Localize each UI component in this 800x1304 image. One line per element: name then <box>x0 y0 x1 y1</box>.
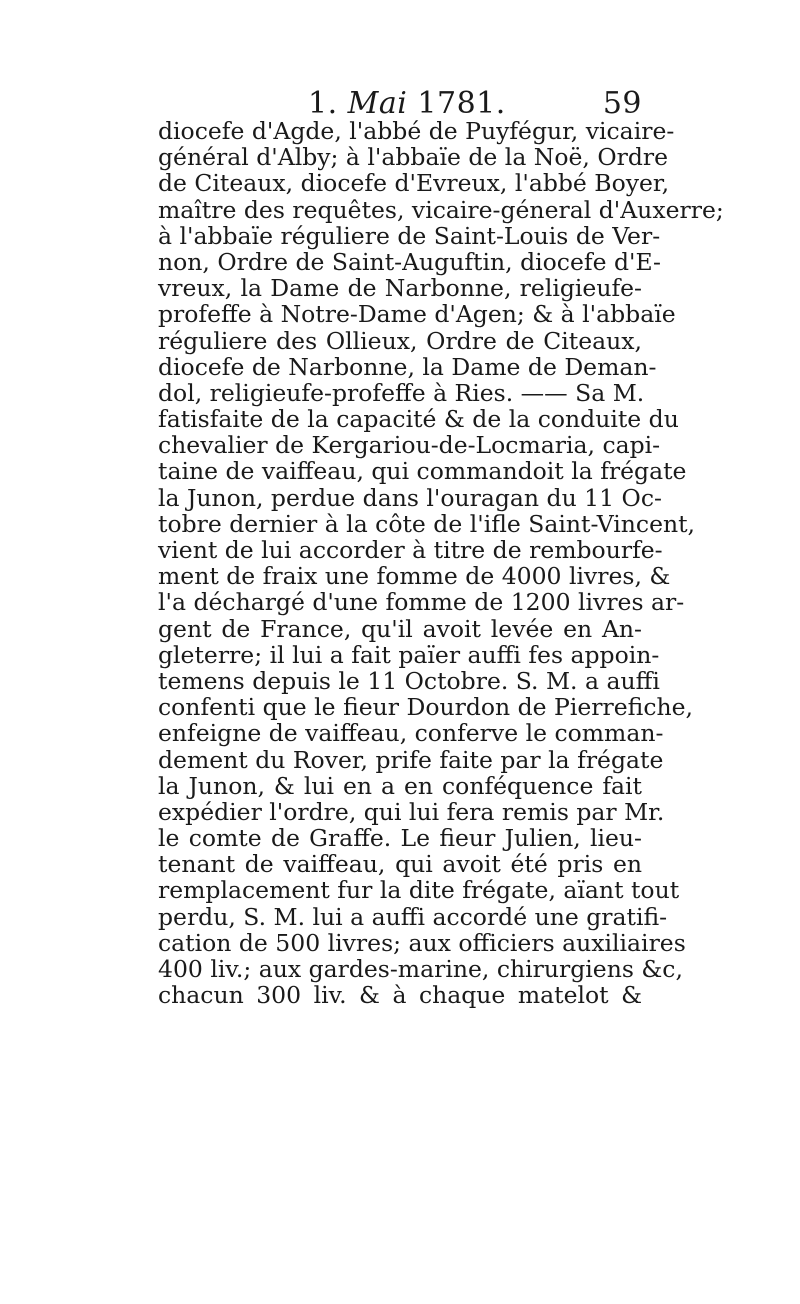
text-line: l'a déchargé d'une fomme de 1200 livres ar- <box>158 588 685 617</box>
text-line: dement du Rover, prife faite par la frégate <box>158 745 664 774</box>
text-line: chacun 300 liv. & à chaque matelot & <box>158 981 642 1010</box>
text-line: fatisfaite de la capacité & de la conduite du <box>158 405 679 434</box>
text-line: tobre dernier à la côte de l'ifle Saint-Vincent, <box>158 509 696 538</box>
text-line: temens depuis le 11 Octobre. S. M. a auffi <box>158 666 660 695</box>
text-line: la Junon, perdue dans l'ouragan du 11 Oc- <box>158 483 662 512</box>
text-line: maître des requêtes, vicaire-géneral d'Auxerre; <box>158 195 724 224</box>
header-month: Mai <box>347 86 408 121</box>
body-text <box>158 117 724 1010</box>
text-line: diocefe d'Agde, l'abbé de Puyfégur, vicaire- <box>158 117 675 145</box>
running-title <box>308 86 506 121</box>
text-line: diocefe de Narbonne, la Dame de Deman- <box>158 352 657 381</box>
text-line: enfeigne de vaiffeau, conferve le comman- <box>158 719 664 748</box>
text-line: non, Ordre de Saint-Auguftin, diocefe d'E- <box>158 247 661 276</box>
text-line: gent de France, qu'il avoit levée en An- <box>158 614 642 643</box>
text-line: chevalier de Kergariou-de-Locmaria, capi- <box>158 431 661 460</box>
header-date: 1. <box>308 86 338 121</box>
text-line: 400 liv.; aux gardes-marine, chirurgiens &c, <box>158 955 683 983</box>
text-line: confenti que le fieur Dourdon de Pierrefiche, <box>158 693 694 722</box>
text-line: cation de 500 livres; aux officiers auxiliaires <box>158 928 686 957</box>
text-line: gleterre; il lui a fait païer auffi fes appoin- <box>158 640 660 669</box>
text-line: général d'Alby; à l'abbaïe de la Noë, Ordre <box>158 143 669 172</box>
text-line: taine de vaiffeau, qui commandoit la frégate <box>158 457 687 486</box>
text-line: à l'abbaïe réguliere de Saint-Louis de Ver- <box>158 221 661 250</box>
text-line: remplacement fur la dite frégate, aïant tout <box>158 876 680 905</box>
text-line: la Junon, & lui en a en conféquence fait <box>158 771 642 800</box>
text-line: le comte de Graffe. Le fieur Julien, lieu- <box>158 824 642 853</box>
text-line: vient de lui accorder à titre de rembourfe- <box>158 536 663 564</box>
page-number: 59 <box>602 86 642 121</box>
text-line: vreux, la Dame de Narbonne, religieufe- <box>158 274 642 303</box>
text-line: réguliere des Ollieux, Ordre de Citeaux, <box>158 326 642 355</box>
text-line: tenant de vaiffeau, qui avoit été pris en <box>158 850 642 879</box>
text-line: profeffe à Notre-Dame d'Agen; & à l'abbaïe <box>158 300 676 329</box>
text-line: dol, religieufe-profeffe à Ries. —— Sa M. <box>158 378 645 407</box>
text-line: ment de fraix une fomme de 4000 livres, & <box>158 562 671 591</box>
text-line: expédier l'ordre, qui lui fera remis par Mr. <box>158 797 665 826</box>
header-year: 1781. <box>417 86 506 121</box>
text-line: perdu, S. M. lui a auffi accordé une gratifi- <box>158 902 668 931</box>
text-line: de Citeaux, diocefe d'Evreux, l'abbé Boyer, <box>158 169 670 198</box>
